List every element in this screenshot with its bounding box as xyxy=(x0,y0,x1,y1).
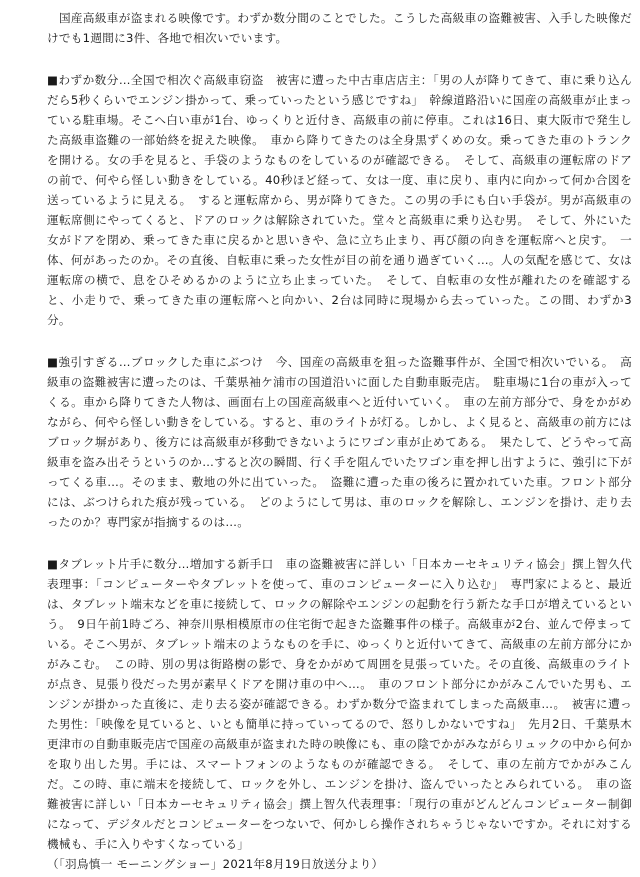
paragraph-spacer xyxy=(47,48,632,70)
paragraph-spacer xyxy=(47,532,632,554)
broadcast-source-credit: （「羽鳥慎一 モーニングショー」2021年8月19日放送分より） xyxy=(47,857,384,871)
paragraph-spacer xyxy=(47,330,632,352)
section-paragraph-forced-exit: ■強引すぎる…ブロックした車にぶつけ 今、国産の高級車を狙った盗難事件が、全国で相次いでいる。 高級車の盗難被害に遭ったのは、千葉県袖ケ浦市の国道沿いに面した自動車販売店。 駐車場に1台の車が入ってくる。車から降りてきた人物は、画面右上の国産高級車へと近付いていく。 車の左前方部分で、身をかがめながら、何やら怪しい動きをしている。すると、車のライトが灯る。しかし、よく見ると、高級車の前方にはブロック塀があり、後方には高級車が移動できないようにワゴン車が止めてある。 果たして、どうやって高級車を盗み出そうというのか…すると次の瞬間、行く手を阻んでいたワゴン車を押し出すように、強引に下がってくる車…。そのまま、敷地の外に出ていった。 盗難に遭った車の後ろに置かれていた車。フロント部分には、ぶつけられた痕が残っている。 どのようにして男は、車のロックを解除し、エンジンを掛け、走り去ったのか？専門家が指摘するのは…。 xyxy=(47,355,632,529)
intro-paragraph: 国産高級車が盗まれる映像です。わずか数分間のことでした。こうした高級車の盗難被害、入手した映像だけでも1週間に3件、各地で相次いでいます。 xyxy=(47,11,632,45)
section-paragraph-theft-in-minutes: ■わずか数分…全国で相次ぐ高級車窃盗 被害に遭った中古車店店主：「男の人が降りてきて、車に乗り込んだら5秒くらいでエンジン掛かって、乗っていったという感じですね」 幹線道路沿いに国産の高級車が止まっている駐車場。そこへ白い車が1台、ゆっくりと近付き、高級車の前に停車。これは16日、東大阪市で発生した高級車盗難の一部始終を捉えた映像。 車から降りてきたのは全身黒ずくめの女。乗ってきた車のトランクを開ける。女の手を見ると、手袋のようなものをしているのが確認できる。 そして、高級車の運転席のドアの前で、何やら怪しい動きをしている。40秒ほど経って、女は一度、車に戻り、車内に向かって何か合図を送っているように見える。 すると運転席から、男が降りてきた。この男の手にも白い手袋が。男が高級車の運転席側にやってくると、ドアのロックは解除されていた。堂々と高級車に乗り込む男。 そして、外にいた女がドアを閉め、乗ってきた車に戻るかと思いきや、急に立ち止まり、再び顔の向きを運転席へと戻す。 一体、何があったのか。その直後、自転車に乗った女性が目の前を通り過ぎていく…。人の気配を感じて、女は運転席の横で、息をひそめるかのように立ち止まっていた。 そして、自転車の女性が離れたのを確認すると、小走りで、乗ってきた車の運転席へと向かい、2台は同時に現場から去っていった。この間、わずか3分。 xyxy=(47,73,633,327)
section-paragraph-tablet-method: ■タブレット片手に数分…増加する新手口 車の盗難被害に詳しい「日本カーセキュリティ協会」撰上智久代表理事：「コンピューターやタブレットを使って、車のコンピューターに入り込む」 専門家によると、最近は、タブレット端末などを車に接続して、ロックの解除やエンジンの起動を行う新たな手口が増えているという。 9日午前1時ごろ、神奈川県相模原市の住宅街で起きた盗難事件の様子。高級車が2台、並んで停まっている。そこへ男が、タブレット端末のようなものを手に、ゆっくりと近付いてきて、高級車の左前方部分にかがみこむ。 この時、別の男は街路樹の影で、身をかがめて周囲を見張っていた。その直後、高級車のライトが点き、見張り役だった男が素早くドアを開け車の中へ…。 車のフロント部分にかがみこんでいた男も、エンジンが掛かった直後に、走り去る姿が確認できる。わずか数分で盗まれてしまった高級車…。 被害に遭った男性：「映像を見ていると、いとも簡単に持っていってるので、怒りしかないですね」 先月2日、千葉県木更津市の自動車販売店で国産の高級車が盗まれた時の映像にも、車の陰でかがみながらリュックの中から何かを取り出した男。手には、スマートフォンのようなものが確認できる。 そして、車の左前方でかがみこんだ。この時、車に端末を接続して、ロックを外し、エンジンを掛け、盗んでいったとみられている。 車の盗難被害に詳しい「日本カーセキュリティ協会」撰上智久代表理事：「現行の車がどんどんコンピューター制御になって、デジタルだとコンピューターをつないで、何かしら操作されちゃうじゃないですか。それに対する機械も、手に入りやすくなっている」 xyxy=(47,557,632,851)
